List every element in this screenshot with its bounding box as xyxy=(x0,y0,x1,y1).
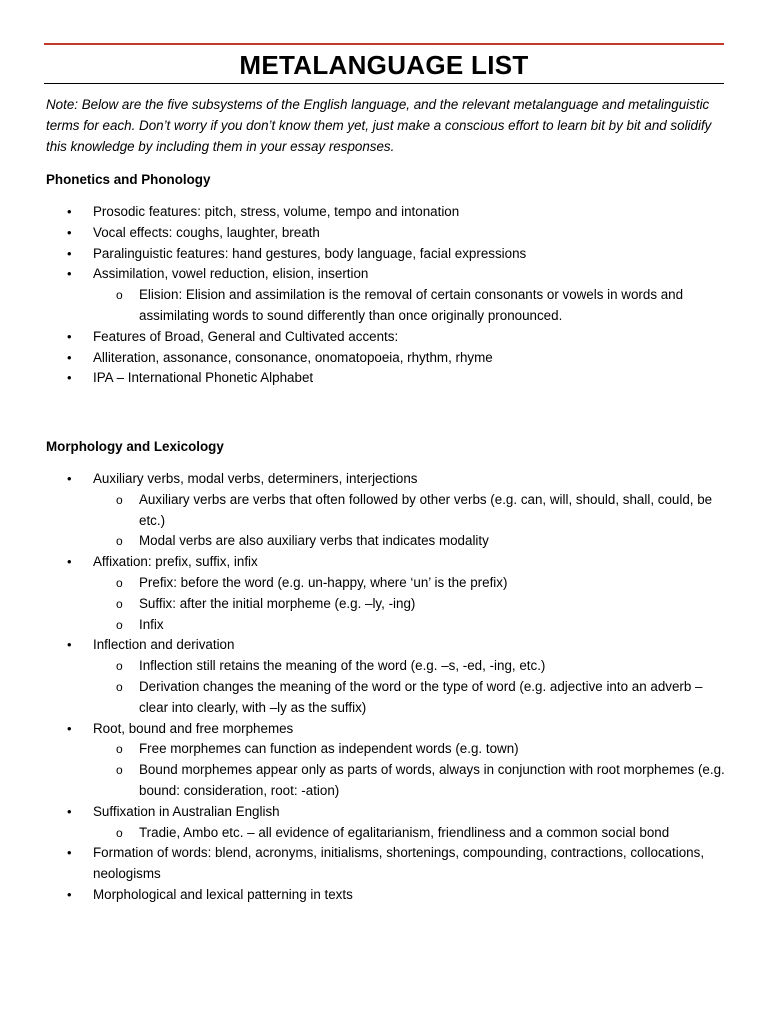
sub-list-item: o Auxiliary verbs are verbs that often followed by other verbs (e.g. can, will, should, shall, could, be etc.) xyxy=(93,490,726,532)
sub-list-item: o Infix xyxy=(93,615,726,636)
title-top-rule xyxy=(44,43,724,45)
sub-list-item: o Prefix: before the word (e.g. un-happy, where ‘un’ is the prefix) xyxy=(93,573,726,594)
list-item: • IPA – International Phonetic Alphabet xyxy=(46,368,726,389)
list-item: • Alliteration, assonance, consonance, onomatopoeia, rhythm, rhyme xyxy=(46,348,726,369)
morphology-list xyxy=(46,469,726,906)
sub-list-item: o Free morphemes can function as independent words (e.g. town) xyxy=(93,739,726,760)
list-item: • Morphological and lexical patterning in texts xyxy=(46,885,726,906)
list-item: • Paralinguistic features: hand gestures, body language, facial expressions xyxy=(46,244,726,265)
list-item: • Auxiliary verbs, modal verbs, determiners, interjections o Auxiliary verbs are verbs that often followed by other verbs (e.g. can, will, should, shall, could, be etc.) o Modal verbs are also auxiliary verbs that indicates modality xyxy=(46,469,726,552)
section-heading-morphology: Morphology and Lexicology xyxy=(46,439,224,454)
list-item: • Inflection and derivation o Inflection still retains the meaning of the word (e.g. –s, -ed, -ing, etc.) o Derivation changes the meaning of the word or the type of word (e.g. adjective into an adverb – clear into clearly, with –ly as the suffix) xyxy=(46,635,726,718)
sub-list-item: o Suffix: after the initial morpheme (e.g. –ly, -ing) xyxy=(93,594,726,615)
sub-list-item: o Inflection still retains the meaning of the word (e.g. –s, -ed, -ing, etc.) xyxy=(93,656,726,677)
sub-list-item: o Derivation changes the meaning of the word or the type of word (e.g. adjective into an adverb – clear into clearly, with –ly as the suffix) xyxy=(93,677,726,719)
sub-list-item: o Bound morphemes appear only as parts of words, always in conjunction with root morphemes (e.g. bound: consideration, root: -ation) xyxy=(93,760,726,802)
list-item: • Features of Broad, General and Cultivated accents: xyxy=(46,327,726,348)
list-item: • Root, bound and free morphemes o Free morphemes can function as independent words (e.g. town) o Bound morphemes appear only as parts of words, always in conjunction with root morphemes (e.g. bound: consideration, root: -ation) xyxy=(46,719,726,802)
list-item: • Affixation: prefix, suffix, infix o Prefix: before the word (e.g. un-happy, where ‘un’ is the prefix) o Suffix: after the initial morpheme (e.g. –ly, -ing) o Infix xyxy=(46,552,726,635)
list-item: • Formation of words: blend, acronyms, initialisms, shortenings, compounding, contractions, collocations, neologisms xyxy=(46,843,726,885)
list-item: • Vocal effects: coughs, laughter, breath xyxy=(46,223,726,244)
list-item: • Prosodic features: pitch, stress, volume, tempo and intonation xyxy=(46,202,726,223)
sub-list-item: o Elision: Elision and assimilation is the removal of certain consonants or vowels in words and assimilating words to sound differently than once originally pronounced. xyxy=(93,285,726,327)
page-title: METALANGUAGE LIST xyxy=(239,50,529,80)
phonetics-list xyxy=(46,202,726,389)
sub-list-item: o Tradie, Ambo etc. – all evidence of egalitarianism, friendliness and a common social bond xyxy=(93,823,726,844)
section-heading-phonetics: Phonetics and Phonology xyxy=(46,172,211,187)
list-item: • Assimilation, vowel reduction, elision, insertion o Elision: Elision and assimilation is the removal of certain consonants or vowels in words and assimilating words to sound differently than once originally pronounced. xyxy=(46,264,726,326)
list-item: • Suffixation in Australian English o Tradie, Ambo etc. – all evidence of egalitarianism, friendliness and a common social bond xyxy=(46,802,726,844)
sub-list-item: o Modal verbs are also auxiliary verbs that indicates modality xyxy=(93,531,726,552)
intro-note: Note: Below are the five subsystems of the English language, and the relevant metalanguage and metalinguistic terms for each. Don’t worry if you don’t know them yet, just make a conscious effort to learn bit by bit and solidify this knowledge by including them in your essay responses. xyxy=(46,97,712,154)
title-bottom-rule xyxy=(44,83,724,84)
